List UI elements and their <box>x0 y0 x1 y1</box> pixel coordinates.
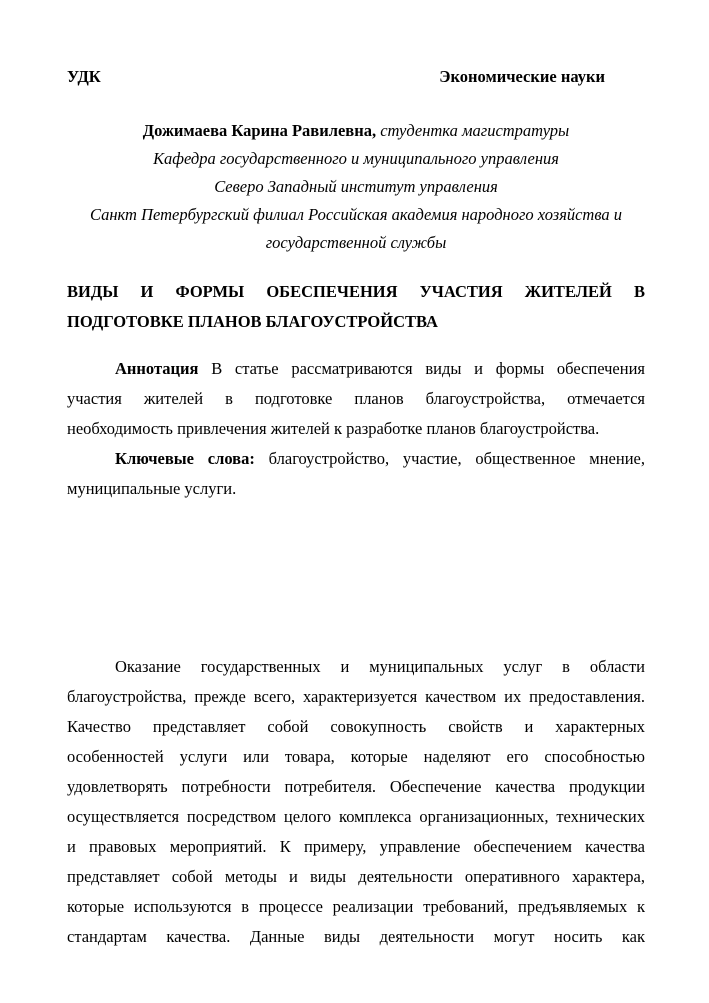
text-line <box>67 862 645 892</box>
text-segment: необходимость привлечения жителей к разработке планов благоустройства. <box>67 419 600 438</box>
text-segment: благоустройства, прежде всего, характеризуется качеством их предоставления. <box>67 687 645 706</box>
body-paragraph <box>67 652 645 952</box>
text-segment: участия жителей в подготовке планов благоустройства, отмечается <box>67 389 645 408</box>
text-line <box>67 414 645 444</box>
text-line <box>67 444 645 474</box>
text-line <box>67 922 645 952</box>
text-segment: Дожимаева Карина Равилевна, <box>142 121 377 140</box>
text-line <box>67 354 645 384</box>
text-line <box>67 201 645 229</box>
text-segment: ВИДЫ И ФОРМЫ ОБЕСПЕЧЕНИЯ УЧАСТИЯ ЖИТЕЛЕЙ В <box>67 282 645 301</box>
text-segment: Кафедра государственного и муниципального управления <box>153 149 559 168</box>
text-line <box>67 117 645 145</box>
text-segment: Северо Западный институт управления <box>214 177 498 196</box>
text-line <box>67 892 645 922</box>
text-segment: удовлетворять потребности потребителя. Обеспечение качества продукции <box>67 777 645 796</box>
text-line <box>67 712 645 742</box>
text-line <box>67 772 645 802</box>
text-line <box>67 832 645 862</box>
text-segment: В статье рассматриваются виды и формы обеспечения <box>198 359 645 378</box>
text-segment: которые используются в процессе реализации требований, предъявляемых к <box>67 897 645 916</box>
article-title <box>67 277 645 337</box>
text-segment: государственной службы <box>265 233 447 252</box>
text-line <box>67 384 645 414</box>
science-section-label: Экономические науки <box>439 67 605 86</box>
text-segment: стандартам качества. Данные виды деятельности могут носить как <box>67 927 645 946</box>
text-segment: Санкт Петербургский филиал Российская академия народного хозяйства и <box>89 205 623 224</box>
text-line <box>67 682 645 712</box>
text-segment: Оказание государственных и муниципальных услуг в области <box>115 657 645 676</box>
text-segment: Аннотация <box>115 359 199 378</box>
text-segment: и правовых мероприятий. К примеру, управление обеспечением качества <box>67 837 645 856</box>
text-line <box>67 145 645 173</box>
text-line <box>67 474 645 504</box>
text-line <box>67 173 645 201</box>
text-line <box>67 307 645 337</box>
text-segment: представляет собой методы и виды деятельности оперативного характера, <box>67 867 645 886</box>
text-line <box>67 277 645 307</box>
document-header <box>67 62 645 92</box>
text-segment: благоустройство, участие, общественное мнение, <box>254 449 645 468</box>
keywords-paragraph <box>67 444 645 504</box>
text-segment: особенностей услуги или товара, которые наделяют его способностью <box>67 747 645 766</box>
text-segment: студентка магистратуры <box>376 121 570 140</box>
abstract-paragraph <box>67 354 645 444</box>
text-line <box>67 229 645 257</box>
text-segment: ПОДГОТОВКЕ ПЛАНОВ БЛАГОУСТРОЙСТВА <box>67 312 438 331</box>
udk-label: УДК <box>67 67 101 86</box>
text-line <box>67 802 645 832</box>
text-segment: Ключевые слова: <box>115 449 255 468</box>
text-line <box>67 742 645 772</box>
author-block <box>67 117 645 257</box>
text-segment: муниципальные услуги. <box>67 479 237 498</box>
text-segment: Качество представляет собой совокупность свойств и характерных <box>67 717 645 736</box>
text-segment: осуществляется посредством целого комплекса организационных, технических <box>67 807 645 826</box>
text-line <box>67 652 645 682</box>
